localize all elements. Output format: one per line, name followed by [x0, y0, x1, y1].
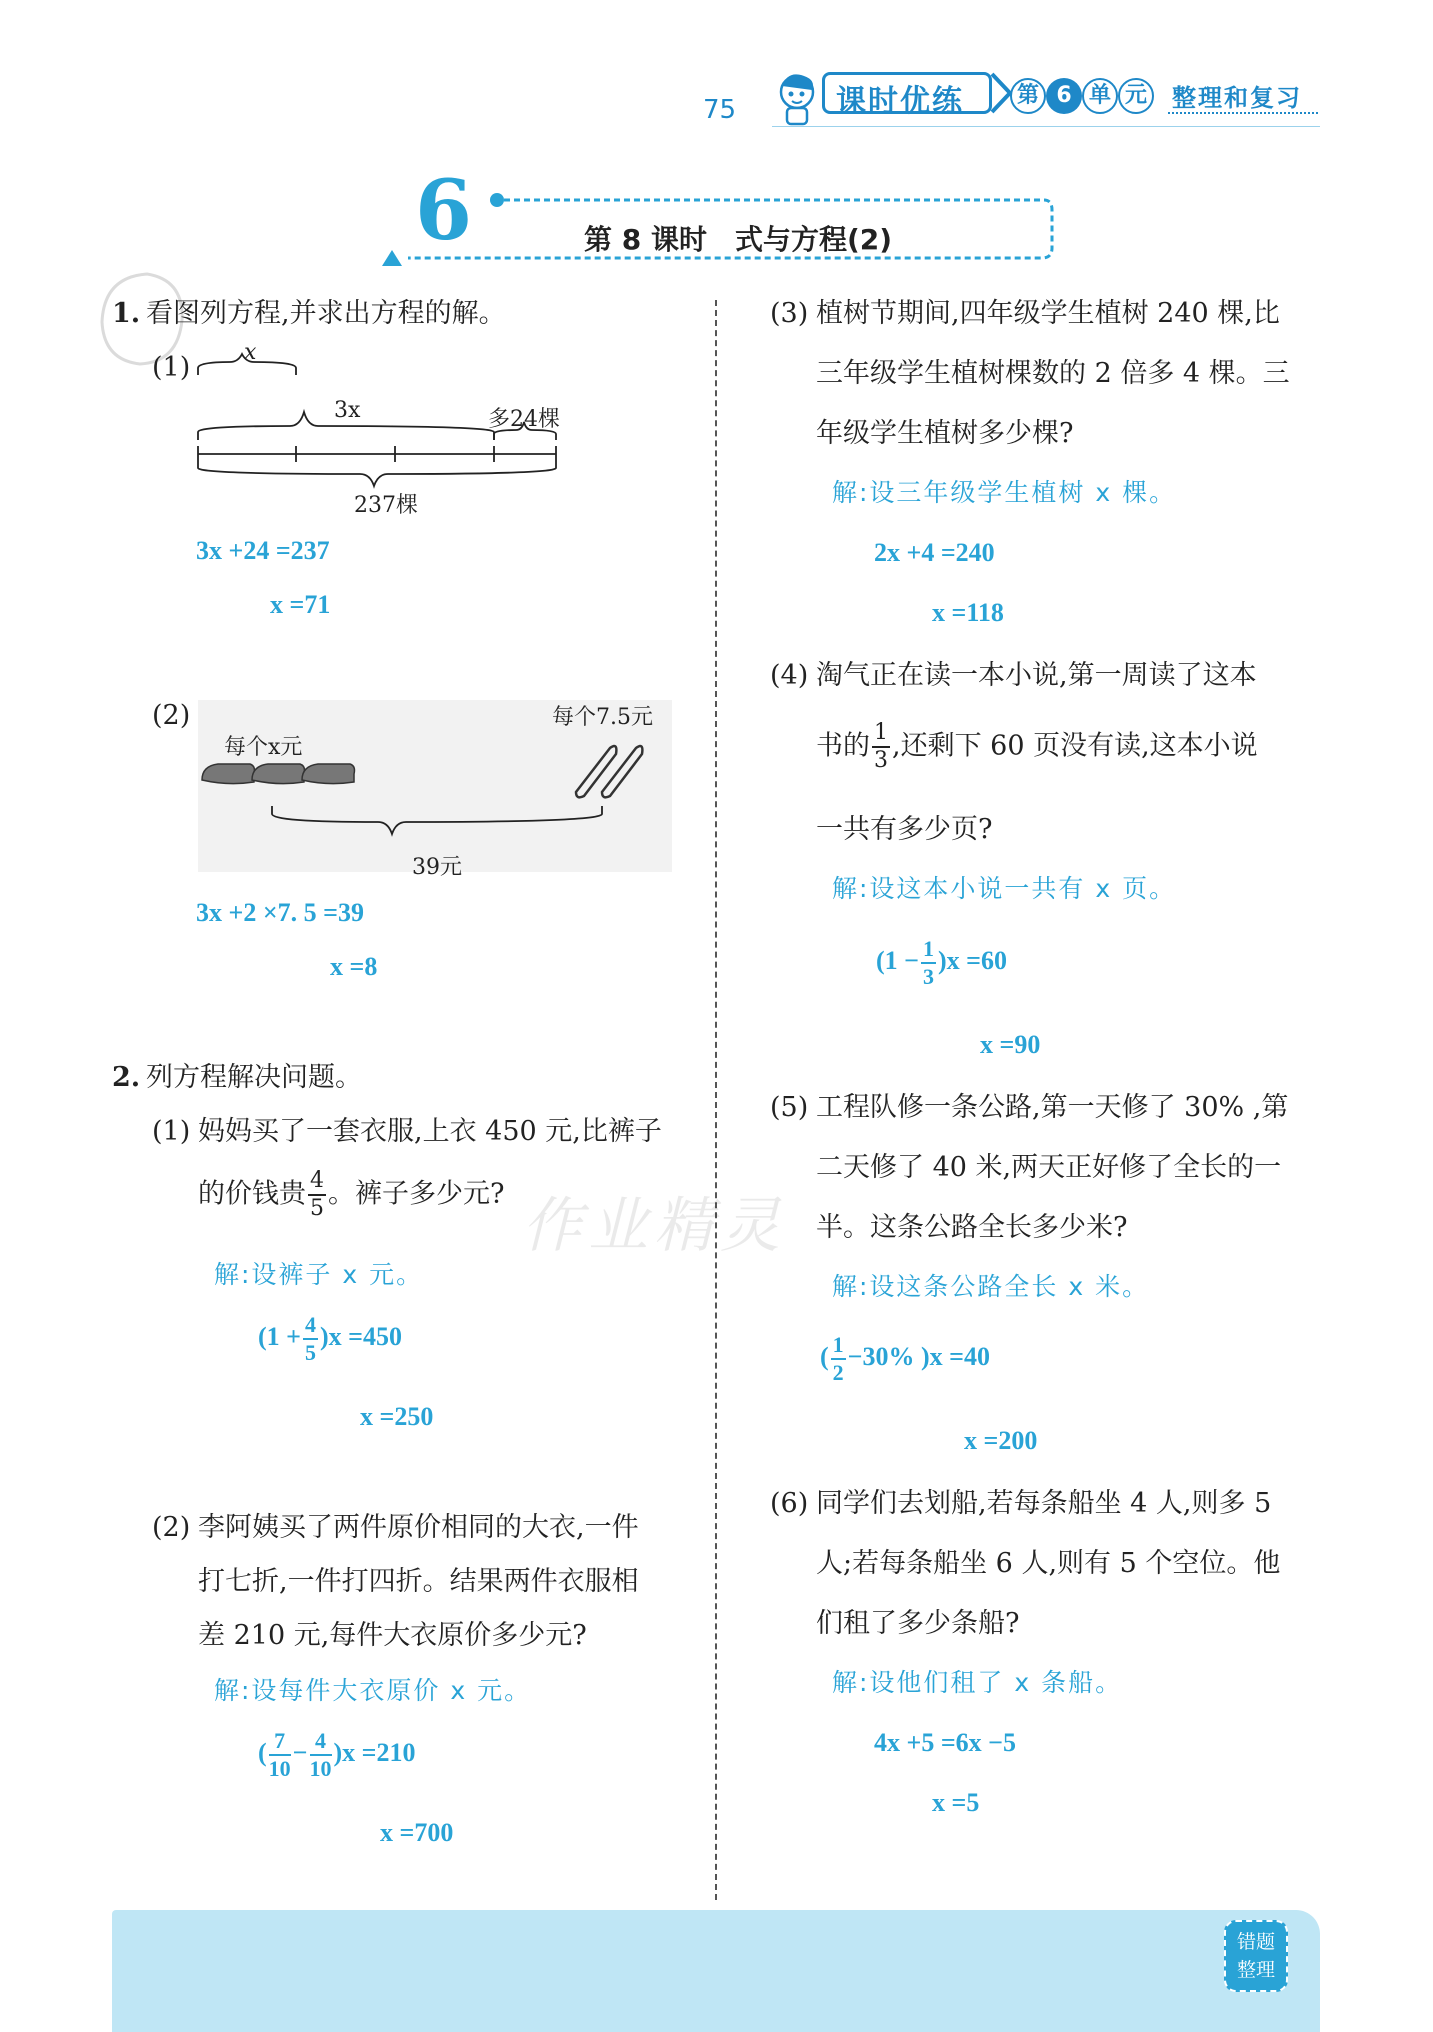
q2-p2-line3: 差 210 元,每件大衣原价多少元? [198, 1620, 587, 1651]
q2-p2-eq-num1: 7 [269, 1730, 291, 1756]
q2-p3-let: 解:设三年级学生植树 x 棵。 [832, 478, 1177, 507]
q2-p5-eq-fraction [831, 1334, 846, 1384]
q2-p1-eq-pre: (1 + [258, 1321, 301, 1351]
unit-suffix-circle [1118, 78, 1154, 114]
header-underline [772, 126, 1320, 127]
q2-p2-eq-den1: 10 [268, 1756, 291, 1781]
q2-p1-eq-post: )x =450 [319, 1321, 402, 1351]
unit-number-circle [1046, 78, 1082, 114]
unit-number: 6 [1056, 83, 1072, 108]
q2-p1-line2-post: 。裤子多少元? [328, 1178, 505, 1210]
q2-p5-label: (5) [770, 1092, 809, 1123]
q2-p2-eq-pre: ( [258, 1737, 267, 1767]
q2-p1-frac-num: 4 [308, 1170, 326, 1196]
q1-p2-solution: x =8 [330, 952, 378, 981]
q2-p6-equation: 4x +5 =6x −5 [874, 1728, 1016, 1757]
q2-p4-equation [876, 938, 1007, 988]
q1-p1-equation: 3x +24 =237 [196, 536, 330, 565]
q2-p4-line3: 一共有多少页? [816, 814, 993, 845]
unit-suffix: 元 [1124, 83, 1147, 108]
q2-p4-solution: x =90 [980, 1030, 1041, 1059]
q1-stem: 看图列方程,并求出方程的解。 [146, 298, 506, 329]
q2-p4-line2-post: ,还剩下 60 页没有读,这本小说 [892, 730, 1258, 762]
mascot-icon [768, 68, 826, 130]
q2-p3-line1: 植树节期间,四年级学生植树 240 棵,比 [816, 298, 1280, 329]
badge-line1: 错题 [1236, 1931, 1275, 1953]
q2-p4-eq-fraction [921, 938, 936, 988]
q2-p3-line2: 三年级学生植树棵数的 2 倍多 4 棵。三 [816, 358, 1290, 389]
page-number: 75 [703, 95, 737, 125]
q2-p5-eq-den: 2 [832, 1360, 844, 1385]
unit-mid: 单 [1088, 83, 1111, 108]
q2-p2-label: (2) [152, 1512, 191, 1543]
q2-p4-eq-den: 3 [922, 964, 934, 989]
q2-p2-let: 解:设每件大衣原价 x 元。 [214, 1676, 532, 1705]
q2-p6-line1: 同学们去划船,若每条船坐 4 人,则多 5 [816, 1488, 1272, 1519]
column-divider [715, 300, 717, 1900]
q2-p6-line3: 们租了多少条船? [816, 1608, 1020, 1639]
section-title: 整理和复习 [1172, 84, 1302, 112]
q1-p2-fig-total: 39元 [412, 855, 462, 880]
q2-p1-line2-pre: 的价钱贵 [198, 1178, 306, 1210]
q2-p2-eq-num2: 4 [310, 1730, 332, 1756]
q2-p4-line1: 淘气正在读一本小说,第一周读了这本 [816, 660, 1257, 691]
q2-p4-fraction [872, 722, 890, 772]
q2-p5-solution: x =200 [964, 1426, 1038, 1455]
q1-p2-fig-each-75: 每个7.5元 [552, 705, 653, 730]
q1-p1-fig-x: x [244, 340, 257, 365]
q2-p3-label: (3) [770, 298, 809, 329]
q2-p5-eq-num: 1 [831, 1334, 846, 1360]
badge-line2: 整理 [1236, 1959, 1275, 1981]
q2-p2-eq-den2: 10 [309, 1756, 332, 1781]
q2-p6-label: (6) [770, 1488, 809, 1519]
pen-icon [576, 746, 642, 797]
q2-p5-eq-pre: ( [820, 1341, 829, 1371]
q2-p1-frac-den: 5 [310, 1196, 324, 1221]
q2-p2-equation [258, 1730, 415, 1780]
q2-p3-solution: x =118 [932, 598, 1004, 627]
q2-p1-eq-fraction [303, 1314, 318, 1364]
q2-p1-eq-den: 5 [304, 1340, 316, 1365]
stapler-icon [202, 764, 355, 784]
q1-p1-label: (1) [152, 352, 191, 383]
q2-p3-equation: 2x +4 =240 [874, 538, 995, 567]
q2-p1-fraction [308, 1170, 326, 1220]
q2-p6-solution: x =5 [932, 1788, 980, 1817]
section-underline [1168, 112, 1318, 114]
brand-arrow-icon [990, 72, 1012, 114]
unit-prefix: 第 [1016, 83, 1039, 108]
q2-p2-solution: x =700 [380, 1818, 454, 1847]
q1-number: 1. [112, 298, 141, 329]
q2-p4-line2-pre: 书的 [816, 730, 870, 762]
q2-p4-let: 解:设这本小说一共有 x 页。 [832, 874, 1177, 903]
error-notes-badge [1224, 1920, 1288, 1992]
q1-p1-fig-3x: 3x [334, 398, 361, 423]
q2-p2-eq-fraction2 [310, 1730, 332, 1780]
watermark-text: 作业精灵 [522, 1191, 786, 1261]
q1-p2-equation: 3x +2 ×7. 5 =39 [196, 898, 364, 927]
q2-p4-eq-pre: (1 − [876, 945, 919, 975]
q2-p5-equation [820, 1334, 990, 1384]
q2-p2-line2: 打七折,一件打四折。结果两件衣服相 [198, 1566, 639, 1597]
q2-p1-solution: x =250 [360, 1402, 434, 1431]
q2-p4-eq-num: 1 [921, 938, 936, 964]
q2-p4-frac-num: 1 [872, 722, 890, 748]
q2-p5-eq-post: −30% )x =40 [847, 1341, 990, 1371]
q2-p6-let: 解:设他们租了 x 条船。 [832, 1668, 1123, 1697]
error-notes-area[interactable] [112, 1910, 1320, 2032]
q2-p5-line2: 二天修了 40 米,两天正好修了全长的一 [816, 1152, 1282, 1183]
q2-p4-label: (4) [770, 660, 809, 691]
q1-p1-fig-total: 237棵 [354, 493, 418, 518]
q2-p2-line1: 李阿姨买了两件原价相同的大衣,一件 [198, 1512, 639, 1543]
q2-p1-line2 [198, 1170, 504, 1220]
unit-big-number: 6 [415, 163, 473, 259]
q2-p2-eq-post: )x =210 [333, 1737, 416, 1767]
brand-title: 课时优练 [836, 84, 964, 119]
q2-stem: 列方程解决问题。 [146, 1062, 362, 1093]
q2-p2-eq-minus: − [292, 1737, 308, 1767]
q2-p1-line1: 妈妈买了一套衣服,上衣 450 元,比裤子 [198, 1116, 662, 1147]
q2-p3-line3: 年级学生植树多少棵? [816, 418, 1074, 449]
q2-p1-equation [258, 1314, 402, 1364]
q1-p2-label: (2) [152, 700, 191, 731]
q1-p1-fig-more: 多24棵 [488, 407, 560, 432]
q2-p1-label: (1) [152, 1116, 191, 1147]
unit-prefix-circle [1010, 78, 1046, 114]
unit-mid-circle [1082, 78, 1118, 114]
q2-p4-frac-den: 3 [874, 748, 888, 773]
q1-p1-solution: x =71 [270, 590, 331, 619]
q2-p6-line2: 人;若每条船坐 6 人,则有 5 个空位。他 [816, 1548, 1281, 1579]
q2-p5-let: 解:设这条公路全长 x 米。 [832, 1272, 1150, 1301]
q1-p2-fig-each-x: 每个x元 [224, 735, 303, 760]
q2-p5-line3: 半。这条公路全长多少米? [816, 1212, 1128, 1243]
lesson-title: 第 8 课时 式与方程(2) [584, 223, 893, 256]
q2-p2-eq-fraction1 [269, 1730, 291, 1780]
q2-p1-eq-num: 4 [303, 1314, 318, 1340]
q2-number: 2. [112, 1062, 141, 1093]
q2-p4-line2 [816, 722, 1258, 772]
q2-p5-line1: 工程队修一条公路,第一天修了 30% ,第 [816, 1092, 1289, 1123]
q2-p4-eq-post: )x =60 [937, 945, 1007, 975]
q2-p1-let: 解:设裤子 x 元。 [214, 1260, 424, 1289]
